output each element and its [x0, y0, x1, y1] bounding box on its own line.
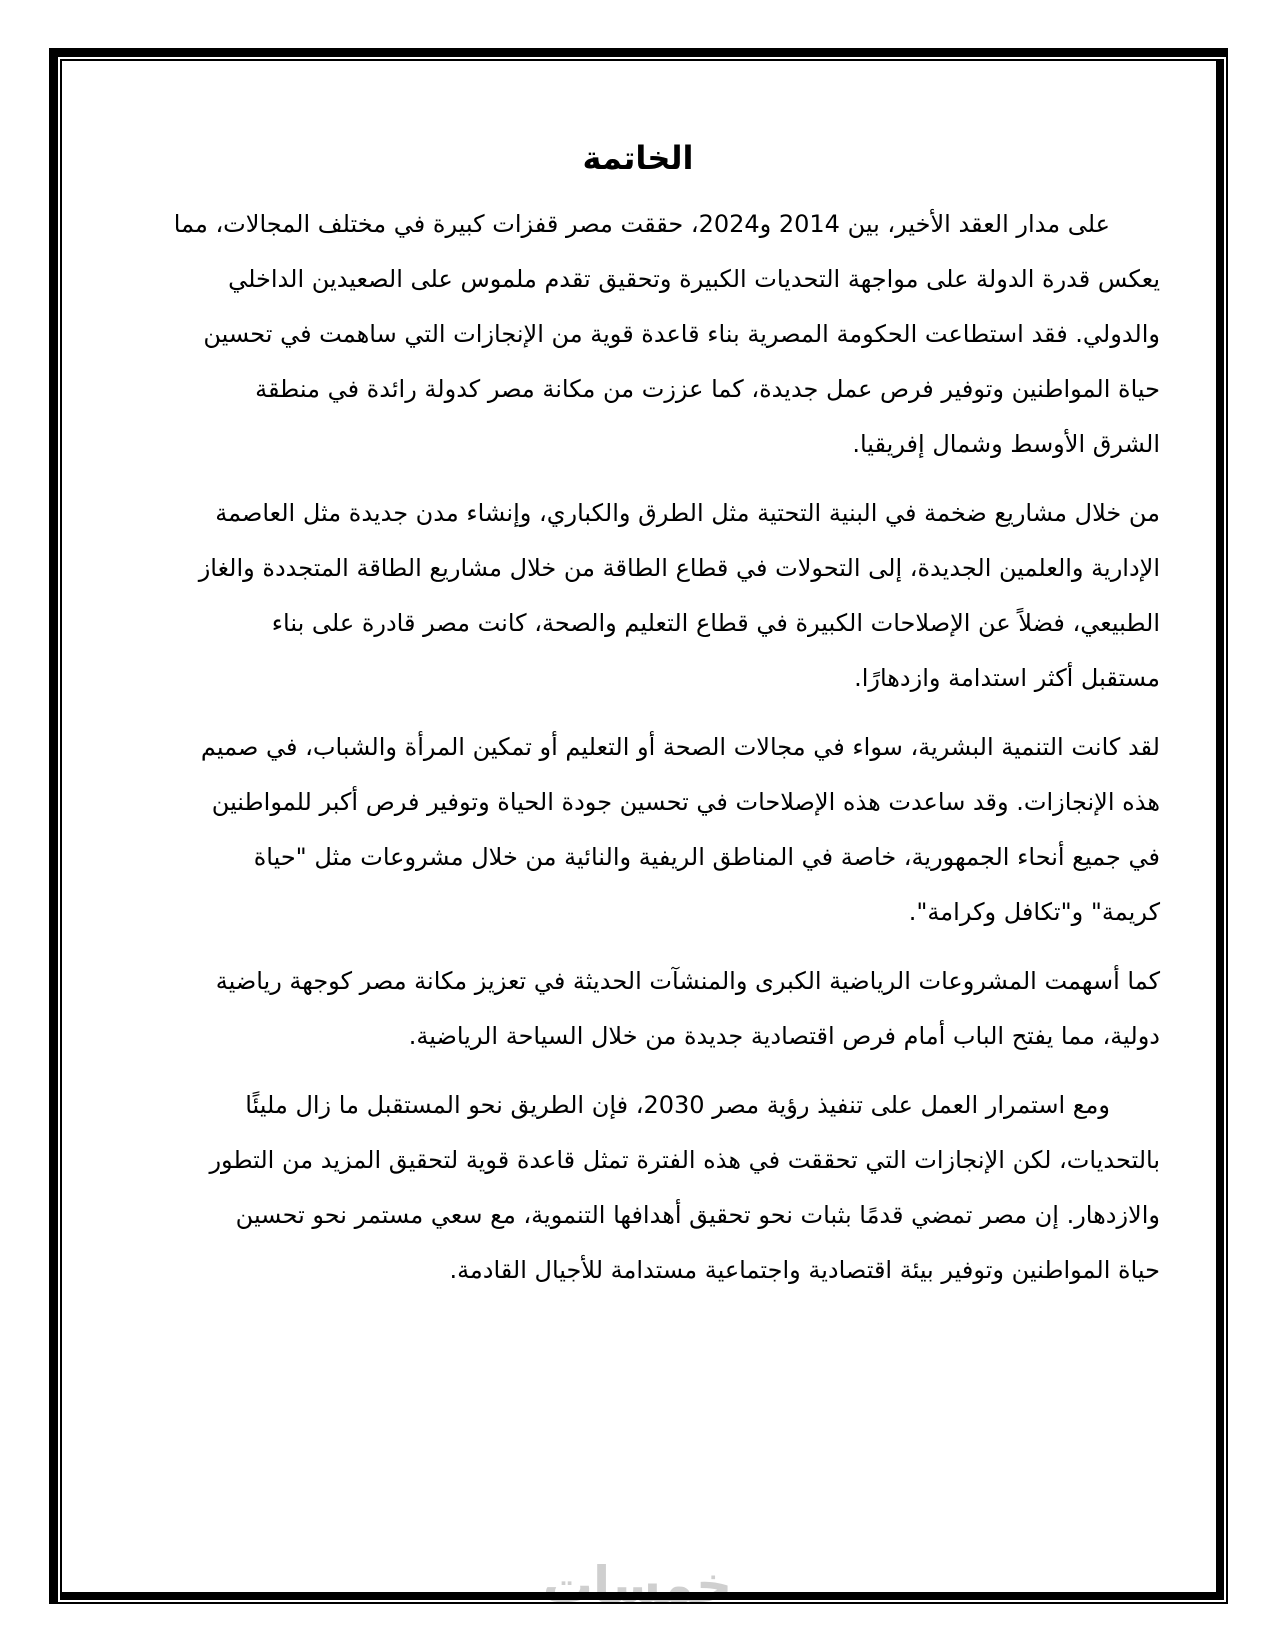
text-line: حياة المواطنين وتوفير بيئة اقتصادية واجتماعية مستدامة للأجيال القادمة. [449, 1256, 1160, 1284]
text-line: هذه الإنجازات. وقد ساعدت هذه الإصلاحات في تحسين جودة الحياة وتوفير فرص أكبر للمواطنين [211, 788, 1160, 816]
text-line: يعكس قدرة الدولة على مواجهة التحديات الكبيرة وتحقيق تقدم ملموس على الصعيدين الداخلي [228, 265, 1160, 293]
text-line: مستقبل أكثر استدامة وازدهارًا. [854, 664, 1160, 692]
text-line: ومع استمرار العمل على تنفيذ رؤية مصر 2030، فإن الطريق نحو المستقبل ما زال مليئًا [245, 1091, 1110, 1119]
text-line: والازدهار. إن مصر تمضي قدمًا بثبات نحو تحقيق أهدافها التنموية، مع سعي مستمر نحو تحسين [235, 1201, 1160, 1229]
text-line: من خلال مشاريع ضخمة في البنية التحتية مثل الطرق والكباري، وإنشاء مدن جديدة مثل العاصمة [215, 499, 1160, 527]
text-line: الشرق الأوسط وشمال إفريقيا. [852, 430, 1160, 458]
text-line: لقد كانت التنمية البشرية، سواء في مجالات الصحة أو التعليم أو تمكين المرأة والشباب، في صميم [200, 733, 1160, 761]
paragraph [116, 720, 1160, 940]
page-title: الخاتمة [582, 139, 694, 177]
text-line: بالتحديات، لكن الإنجازات التي تحققت في هذه الفترة تمثل قاعدة قوية لتحقيق المزيد من التطور [209, 1146, 1160, 1174]
paragraph [116, 1078, 1160, 1298]
page-border-frame [49, 48, 1228, 1604]
document-content [62, 61, 1216, 1298]
text-line: حياة المواطنين وتوفير فرص عمل جديدة، كما عززت من مكانة مصر كدولة رائدة في منطقة [255, 375, 1160, 403]
text-line: والدولي. فقد استطاعت الحكومة المصرية بناء قاعدة قوية من الإنجازات التي ساهمت في تحسين [203, 320, 1160, 348]
text-line: في جميع أنحاء الجمهورية، خاصة في المناطق الريفية والنائية من خلال مشروعات مثل "حياة [253, 843, 1160, 871]
text-line: كما أسهمت المشروعات الرياضية الكبرى والمنشآت الحديثة في تعزيز مكانة مصر كوجهة رياضية [215, 967, 1160, 995]
paragraph [116, 197, 1160, 472]
text-line: على مدار العقد الأخير، بين 2014 و2024، حققت مصر قفزات كبيرة في مختلف المجالات، مما [173, 210, 1110, 238]
paragraphs [116, 197, 1160, 1298]
watermark: خمسات [542, 1556, 733, 1614]
text-line: الإدارية والعلمين الجديدة، إلى التحولات في قطاع الطاقة من خلال مشاريع الطاقة المتجددة والغاز [198, 554, 1160, 582]
text-line: دولية، مما يفتح الباب أمام فرص اقتصادية جديدة من خلال السياحة الرياضية. [408, 1022, 1160, 1050]
text-line: كريمة" و"تكافل وكرامة". [908, 898, 1160, 926]
page-border-inner [60, 59, 1224, 1600]
paragraph [116, 954, 1160, 1064]
paragraph [116, 486, 1160, 706]
text-line: الطبيعي، فضلاً عن الإصلاحات الكبيرة في قطاع التعليم والصحة، كانت مصر قادرة على بناء [271, 609, 1160, 637]
